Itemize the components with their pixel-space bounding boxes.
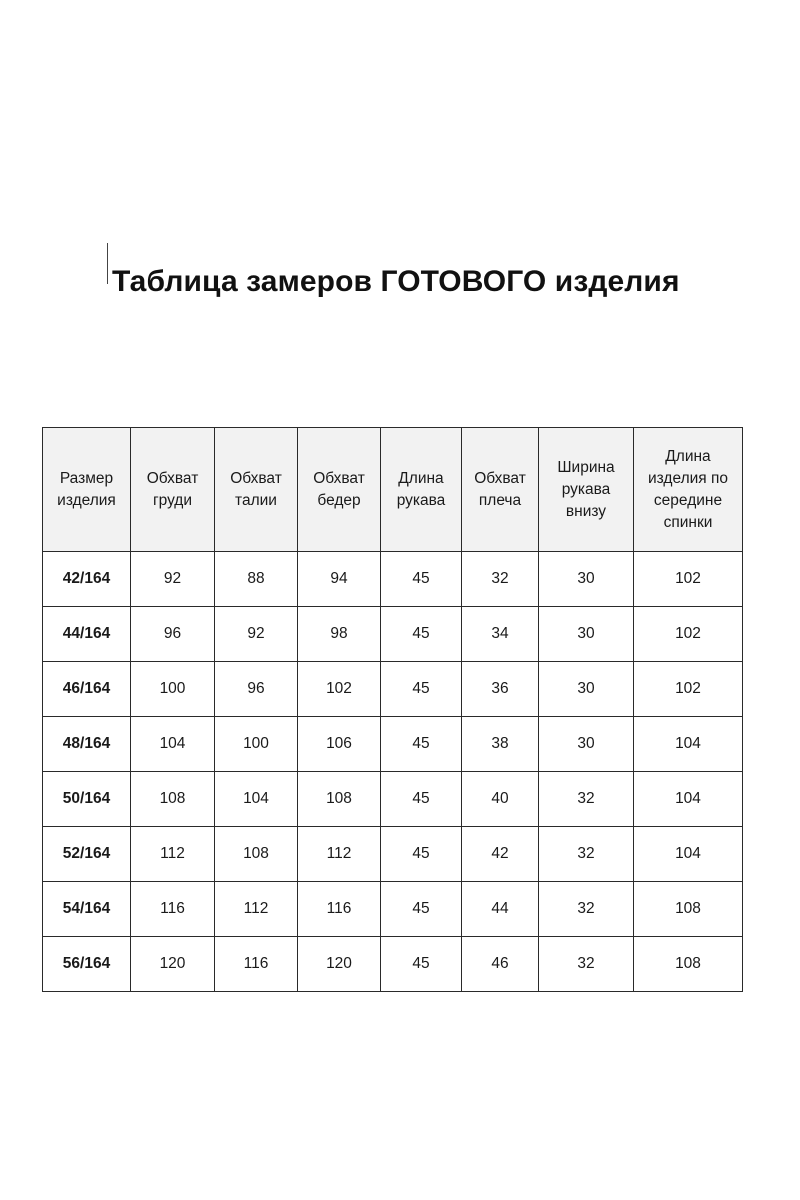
- table-row: [43, 882, 743, 937]
- table-row: [43, 937, 743, 992]
- cell-shoulder: 34: [462, 607, 539, 662]
- cell-shoulder: 44: [462, 882, 539, 937]
- cell-back-length: 104: [634, 827, 743, 882]
- cell-sleeve-width: 30: [539, 717, 634, 772]
- header-waist: [215, 428, 298, 552]
- cell-waist: 112: [215, 882, 298, 937]
- cell-back-length: 104: [634, 717, 743, 772]
- table-row: [43, 552, 743, 607]
- cell-shoulder: 46: [462, 937, 539, 992]
- cell-shoulder: 40: [462, 772, 539, 827]
- cell-back-length: 108: [634, 882, 743, 937]
- header-sleeve-width: [539, 428, 634, 552]
- header-sleeve-length: [381, 428, 462, 552]
- cell-sleeve-length: 45: [381, 662, 462, 717]
- cell-sleeve-width: 30: [539, 607, 634, 662]
- cell-sleeve-length: 45: [381, 827, 462, 882]
- header-label: Длина изделия по середине спинки: [648, 447, 728, 531]
- cell-waist: 92: [215, 607, 298, 662]
- table-row: [43, 827, 743, 882]
- cell-sleeve-width: 32: [539, 772, 634, 827]
- cell-shoulder: 36: [462, 662, 539, 717]
- cell-back-length: 102: [634, 662, 743, 717]
- cell-hips: 116: [298, 882, 381, 937]
- cell-chest: 92: [131, 552, 215, 607]
- header-hips: [298, 428, 381, 552]
- cell-sleeve-length: 45: [381, 552, 462, 607]
- cell-hips: 94: [298, 552, 381, 607]
- cell-chest: 116: [131, 882, 215, 937]
- header-label: Ширина рукава внизу: [557, 458, 615, 520]
- cell-size: 56/164: [43, 937, 131, 992]
- cell-chest: 108: [131, 772, 215, 827]
- cell-sleeve-width: 30: [539, 662, 634, 717]
- cell-sleeve-width: 32: [539, 827, 634, 882]
- cell-sleeve-length: 45: [381, 717, 462, 772]
- header-shoulder: [462, 428, 539, 552]
- header-label: Размер изделия: [57, 469, 116, 509]
- header-label: Обхват груди: [146, 469, 199, 509]
- cell-hips: 106: [298, 717, 381, 772]
- cell-chest: 104: [131, 717, 215, 772]
- cell-waist: 96: [215, 662, 298, 717]
- cell-shoulder: 42: [462, 827, 539, 882]
- cell-waist: 104: [215, 772, 298, 827]
- cell-waist: 100: [215, 717, 298, 772]
- header-size: [43, 428, 131, 552]
- cell-size: 48/164: [43, 717, 131, 772]
- text-cursor: [107, 243, 108, 284]
- cell-back-length: 108: [634, 937, 743, 992]
- measurements-table: [42, 427, 743, 992]
- page-title: Таблица замеров ГОТОВОГО изделия: [112, 265, 680, 299]
- cell-chest: 96: [131, 607, 215, 662]
- cell-sleeve-length: 45: [381, 607, 462, 662]
- cell-size: 54/164: [43, 882, 131, 937]
- header-label: Длина рукава: [396, 469, 446, 509]
- cell-waist: 108: [215, 827, 298, 882]
- table-row: [43, 717, 743, 772]
- cell-hips: 120: [298, 937, 381, 992]
- cell-back-length: 104: [634, 772, 743, 827]
- header-chest: [131, 428, 215, 552]
- cell-size: 42/164: [43, 552, 131, 607]
- cell-back-length: 102: [634, 552, 743, 607]
- cell-hips: 112: [298, 827, 381, 882]
- cell-back-length: 102: [634, 607, 743, 662]
- cell-hips: 98: [298, 607, 381, 662]
- cell-sleeve-width: 30: [539, 552, 634, 607]
- cell-size: 52/164: [43, 827, 131, 882]
- cell-hips: 108: [298, 772, 381, 827]
- cell-sleeve-length: 45: [381, 882, 462, 937]
- cell-sleeve-width: 32: [539, 937, 634, 992]
- cell-chest: 112: [131, 827, 215, 882]
- table-row: [43, 772, 743, 827]
- cell-waist: 116: [215, 937, 298, 992]
- cell-hips: 102: [298, 662, 381, 717]
- table-header-row: [43, 428, 743, 552]
- table-row: [43, 662, 743, 717]
- header-label: Обхват плеча: [474, 469, 526, 509]
- cell-chest: 120: [131, 937, 215, 992]
- header-label: Обхват бедер: [313, 469, 365, 509]
- table-row: [43, 607, 743, 662]
- cell-shoulder: 38: [462, 717, 539, 772]
- header-back-length: [634, 428, 743, 552]
- cell-sleeve-length: 45: [381, 772, 462, 827]
- cell-shoulder: 32: [462, 552, 539, 607]
- cell-size: 50/164: [43, 772, 131, 827]
- cell-size: 44/164: [43, 607, 131, 662]
- cell-sleeve-width: 32: [539, 882, 634, 937]
- cell-sleeve-length: 45: [381, 937, 462, 992]
- cell-size: 46/164: [43, 662, 131, 717]
- cell-waist: 88: [215, 552, 298, 607]
- header-label: Обхват талии: [230, 469, 282, 509]
- cell-chest: 100: [131, 662, 215, 717]
